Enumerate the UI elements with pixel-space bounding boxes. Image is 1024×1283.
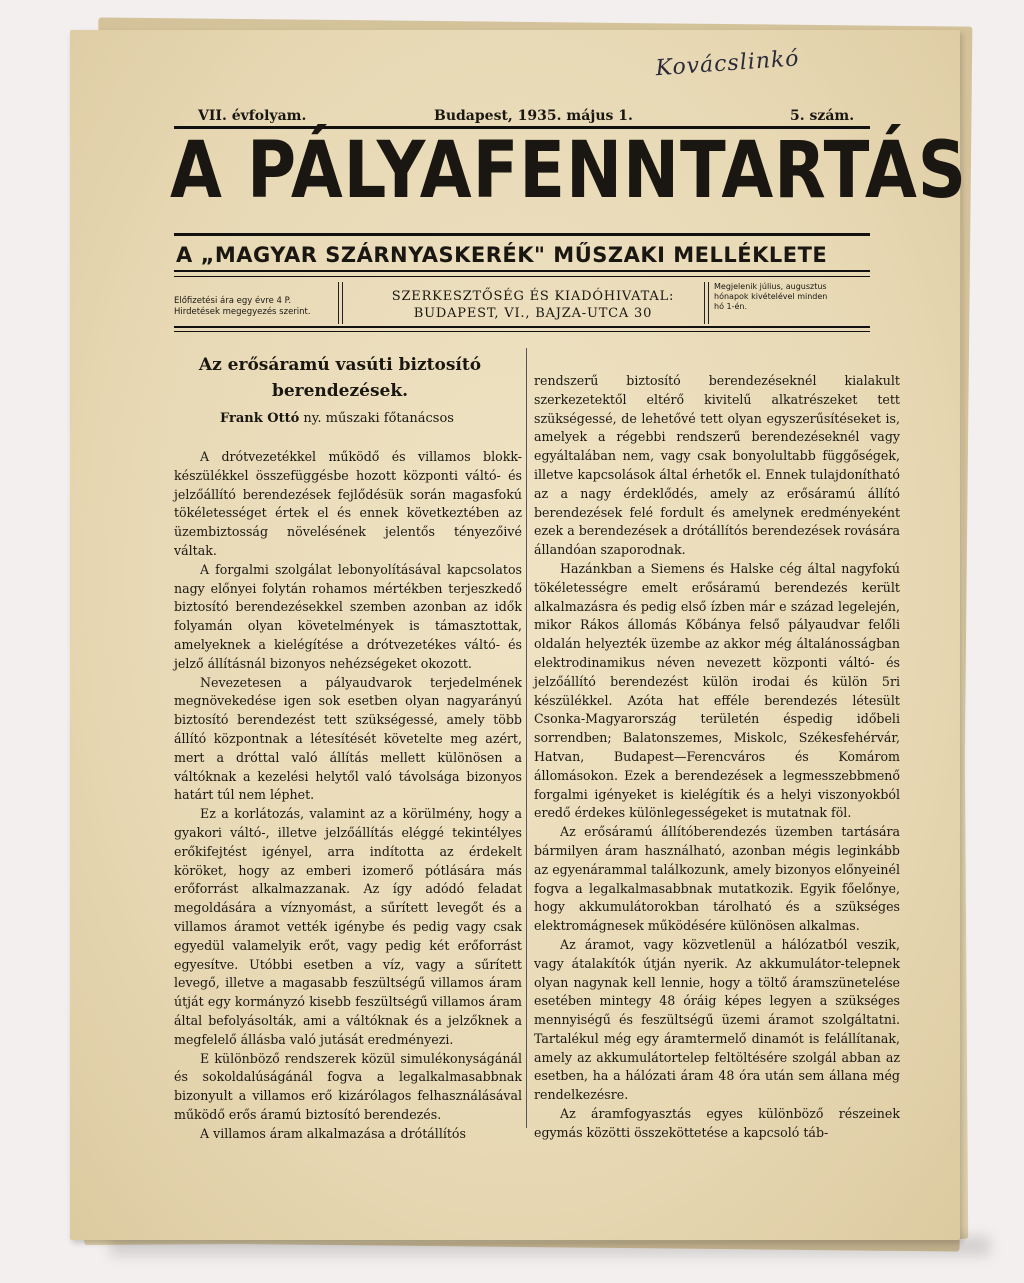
subscription-price: Előfizetési ára egy évre 4 P. xyxy=(174,296,292,306)
header-bottom-rule xyxy=(174,326,870,328)
handwritten-signature: Kovácslinkó xyxy=(654,46,801,82)
paragraph: A forgalmi szolgálat lebonyolításával kapcsolatos nagy előnyei folytán rohamos mértékben terjeszkedő biztosító berendezésekkel szemben azonban az idők folyamán olyan követelmények is támasztottak, amelyeknek a kielégítése a drótvezetékes váltó- és jelző állításnál bizonyos nehézségeket okozott. xyxy=(174,561,522,671)
editorial-address xyxy=(348,288,718,322)
subscription-info xyxy=(174,296,334,318)
info-divider xyxy=(704,282,705,324)
advertising-terms: Hirdetések megegyezés szerint. xyxy=(174,307,311,317)
column-divider xyxy=(526,348,527,1128)
schedule-line: hó 1-én. xyxy=(714,302,748,311)
editorial-office: SZERKESZTŐSÉG ÉS KIADÓHIVATAL: xyxy=(391,289,675,304)
newspaper-page xyxy=(70,30,967,1240)
article-byline xyxy=(220,411,454,426)
article-title xyxy=(190,352,490,404)
subtitle-rule-bottom xyxy=(174,276,870,277)
paragraph: Az áramot, vagy közvetlenül a hálózatból veszik, vagy átalakítók útján nyerik. Az akkumulátor-telepnek olyan nagynak kell lennie, hogy a töltő áramszünetelése esetében mintegy 48 óráig képes legyen a szükséges mennyiségű és feszültségű üzemi áramot szolgáltatni. Tartalékul még egy áramtermelő dinamót is felállítanak, amely az akkumulátortelep feltöltésére szolgál abban az esetben, ha a hálózati áram 48 óra után sem állana még rendelkezésre. xyxy=(534,936,900,1103)
header-bottom-rule xyxy=(174,331,870,332)
office-address: BUDAPEST, VI., BAJZA-UTCA 30 xyxy=(413,306,653,321)
paragraph: Az erősáramú állítóberendezés üzemben tartására bármilyen áram használható, azonban mégis leginkább az egyenárammal találkozunk, amely bizonyos előnyeinél fogva a legalkalmasabbnak mutatkozik. Egyik főelőnye, hogy akkumulátorokban tárolható és a szükséges elektromágnesek működésére különösen alkalmas. xyxy=(534,824,900,934)
paragraph: A drótvezetékkel működő és villamos blokk-készülékkel összefüggésbe hozott központi váltó- és jelzőállító berendezések fejlődésük során magasfokú tökéletességet értek el és ennek következtében az üzembiztosság növelésének jelentős tényezőivé váltak. xyxy=(174,449,522,558)
publication-schedule xyxy=(714,282,874,312)
paragraph: Hazánkban a Siemens és Halske cég által nagyfokú tökéletességre emelt erősáramú berendezés került alkalmazásra és pedig első ízben már e század legelején, mikor Rákos állomás Kőbánya felső pályaudvar felőli oldalán helyezték üzembe az akkor még általánosságban elektrodinamikus néven nevezett központi váltó- és jelzőállító berendezést külön irodai és külön 5ri készülékkel. Azóta hat efféle berendezés létesült Csonka-Magyarország területén éspedig időbeli sorrendben; Balatonszemes, Miskolc, Székesfehérvár, Hatvan, Budapest—Ferencváros és Komárom állomásokon. Ezek a berendezések a legmesszebbmenő forgalmi igényeket is kielégítik és a helyi viszonyokból eredő érdekes különlegességeket is mutatnak föl. xyxy=(534,560,900,821)
paragraph: A villamos áram alkalmazása a drótállítós xyxy=(200,1125,466,1141)
schedule-line: Megjelenik július, augusztus xyxy=(714,282,827,291)
author-name: Frank Ottó xyxy=(220,411,300,426)
paragraph: Ez a korlátozás, valamint az a körülmény, hogy a gyakori váltó-, illetve jelzőállítás eléggé tekintélyes erőkifejtést igényel, arra indította az érdekelt köröket, hogy az emberi izomerő pótlására más erőforrást alkalmazzanak. Az így adódó feladat megoldására a víznyomást, a sűrített levegőt és a villamos áramot vették igénybe és pedig vagy csak egyedül valamelyik erőt, vagy pedig két erőforrást egyesítve. Utóbbi esetben a víz, vagy a sűrített levegő, illetve a magasabb feszültségű villamos áram útját egy kormányzó kisebb feszültségű villamos áram által befolyásolták, ami a váltóknak és a jelzőknek a megfelelő állásba való jutását eredményezi. xyxy=(174,806,522,1047)
masthead-rule xyxy=(174,233,870,236)
paragraph: Nevezetesen a pályaudvarok terjedelmének megnövekedése igen sok esetben olyan nagyarányú biztosító berendezést tett szükségessé, amely több állító központnak a létesítését követelte meg azért, mert a dróttal való állítás mellett különösen a váltóknak a kezelési helytől való távolsága bizonyos határt túl nem léphet. xyxy=(174,674,522,803)
date-label: Budapest, 1935. május 1. xyxy=(434,108,633,124)
article-column-2 xyxy=(534,372,900,1143)
schedule-line: hónapok kivételével minden xyxy=(714,292,828,301)
volume-label: VII. évfolyam. xyxy=(198,108,307,124)
info-divider xyxy=(342,282,343,324)
info-divider xyxy=(338,282,339,324)
article-title-line: berendezések. xyxy=(271,381,409,401)
article-title-line: Az erősáramú vasúti biztosító xyxy=(198,355,482,375)
masthead-title: A PÁLYAFENNTARTÁS xyxy=(170,126,967,216)
masthead-subtitle: A „MAGYAR SZÁRNYASKERÉK" MŰSZAKI MELLÉKLETE xyxy=(176,243,828,267)
info-divider xyxy=(708,282,709,324)
author-role: ny. műszaki főtanácsos xyxy=(299,411,454,426)
article-column-1 xyxy=(174,448,522,1143)
issue-number: 5. szám. xyxy=(790,108,855,124)
paragraph: rendszerű biztosító berendezéseknél kialakult szerkezetektől eltérő kivitelű alkatrészeket tett szükségessé, de lehetővé tett olyan egyszerűsítéseket is, amelyek a régebbi rendszerű berendezéseknél vagy egyáltalában nem, vagy csak bonyolultabb függőségek, illetve kapcsolások által érhetők el. Ennek tulajdonítható az a nagy érdeklődés, amely az erősáramú állító berendezések felé fordult és amelynek eredményeként ezek a berendezések a drótállítós berendezések rovására állandóan szaporodnak. xyxy=(534,373,900,558)
paragraph: E különböző rendszerek közül simulékonyságánál és sokoldalúságánál fogva a legalkalmasabbnak bizonyult a villamos erő kizárólagos felhasználásával működő erős áramú biztosító berendezés. xyxy=(174,1050,522,1122)
paragraph: Az áramfogyasztás egyes különböző részeinek egymás közötti összeköttetése a kapcsoló táb- xyxy=(534,1106,900,1140)
subtitle-rule-top xyxy=(174,270,870,272)
